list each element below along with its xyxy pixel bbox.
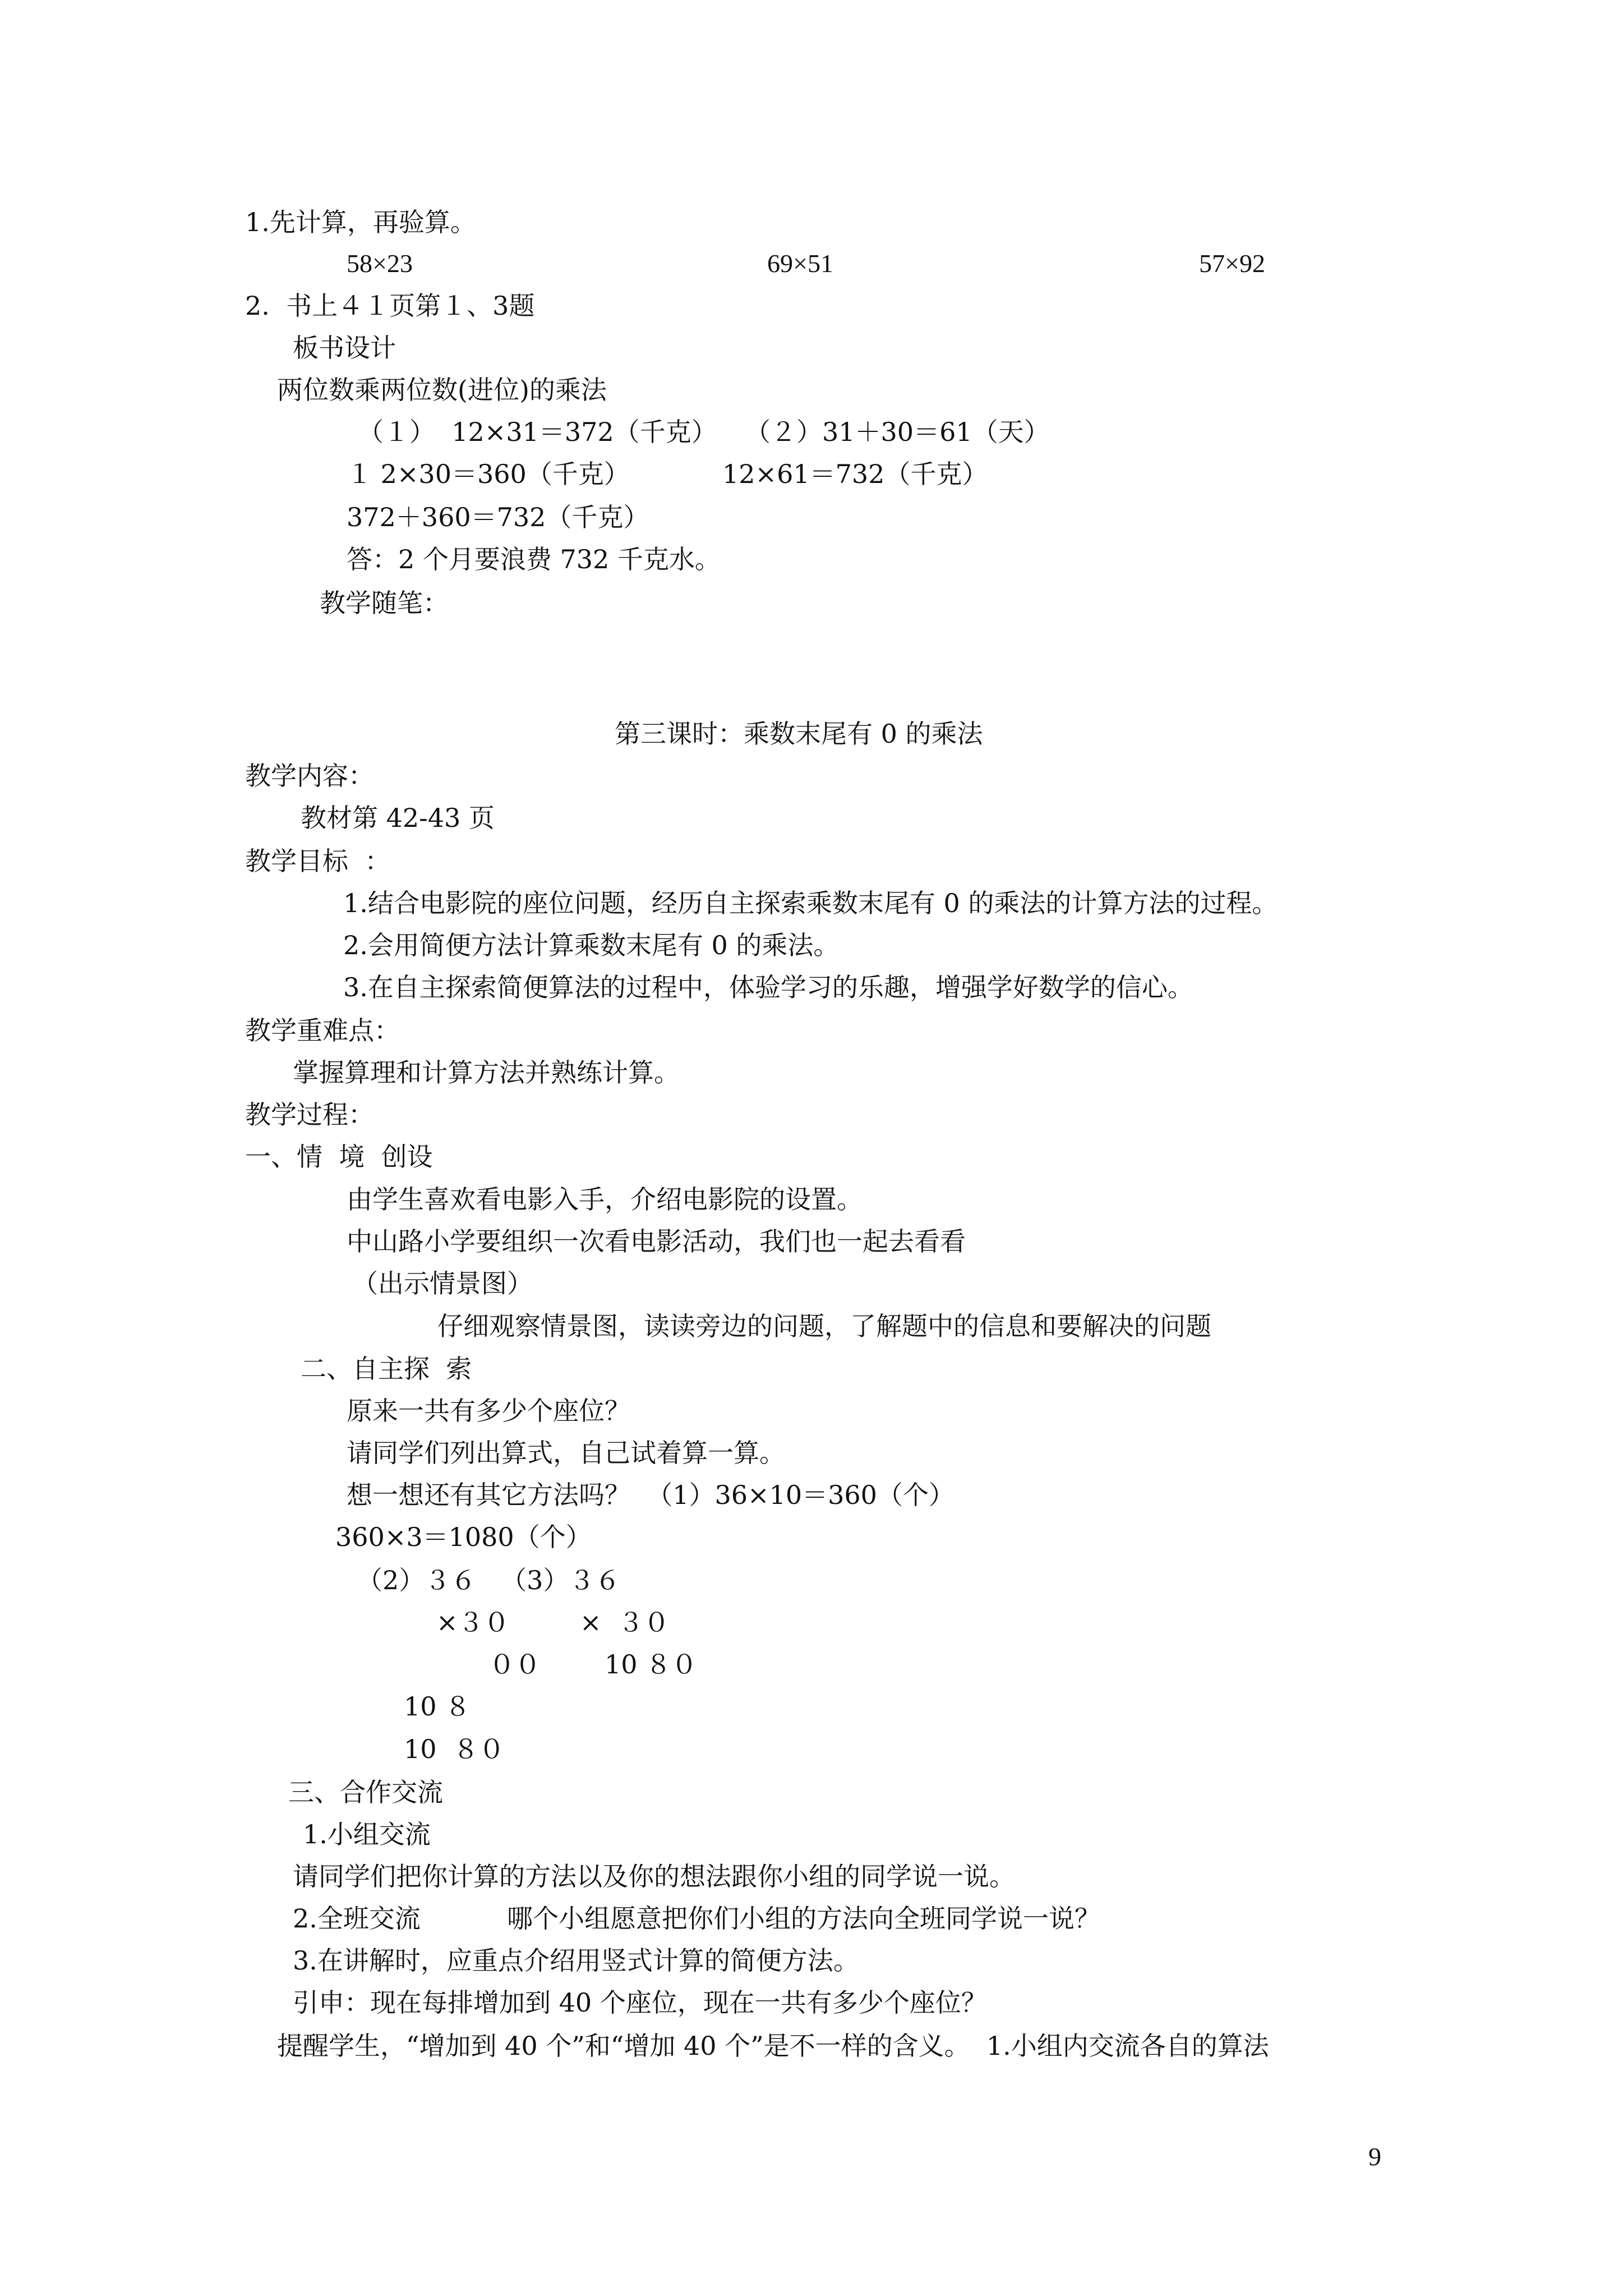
board-line-1b: （２）31＋30＝61（天） [745,417,1050,447]
section-3-heading: 三、合作交流 [288,1777,443,1807]
board-line-3: 372＋360＝732（千克） [347,502,649,532]
board-line-2b: 12×61＝732（千克） [722,459,988,489]
vertical-calc-partial-b: 10 ８ [404,1691,471,1722]
section-3-item-3: 3.在讲解时，应重点介绍用竖式计算的简便方法。 [293,1945,859,1976]
vertical-calc-mult-b: × ３０ [580,1607,670,1637]
section-2-heading: 二、自主探 索 [301,1354,472,1384]
vertical-calc-heads: （2）３６ （3）３６ [357,1565,621,1595]
vertical-calc-mult-a: ×３０ [436,1607,510,1637]
section-1-line-4: 仔细观察情景图，读读旁边的问题，了解题中的信息和要解决的问题 [437,1311,1211,1341]
board-title: 两位数乘两位数(进位)的乘法 [277,375,607,405]
key-points-heading: 教学重难点： [245,1015,400,1046]
section-2-line-4: 360×3＝1080（个） [335,1522,592,1552]
problem-b: 69×51 [767,249,833,278]
section-3-extension: 引申：现在每排增加到 40 个座位，现在一共有多少个座位？ [293,1987,987,2018]
section-3-reminder: 提醒学生，“增加到 40 个”和“增加 40 个”是不一样的含义。 1.小组内交流各自的算法 [277,2031,1269,2061]
board-line-2a: １ 2×30＝360（千克） [347,459,630,489]
section-1-line-3: （出示情景图） [352,1268,533,1299]
vertical-calc-result-a: 10 ８０ [404,1734,505,1764]
section-1-line-2: 中山路小学要组织一次看电影活动，我们也一起去看看 [347,1226,966,1257]
section-2-line-3: 想一想还有其它方法吗？ （1）36×10＝360（个） [347,1480,955,1510]
goals-heading: 教学目标 ： [245,846,391,876]
board-design-heading: 板书设计 [293,333,396,363]
key-points-text: 掌握算理和计算方法并熟练计算。 [293,1057,680,1088]
section-2-line-2: 请同学们列出算式，自己试着算一算。 [347,1438,785,1468]
section-3-item-1: 1.小组交流 [303,1819,431,1849]
vertical-calc-partial-a: ００ [489,1649,541,1680]
content-text: 教材第 42-43 页 [301,803,495,833]
lesson-title: 第三课时：乘数末尾有 0 的乘法 [615,719,983,749]
process-heading: 教学过程： [245,1099,374,1130]
section-3-item-2a: 2.全班交流 [293,1903,421,1934]
page-number: 9 [1368,2142,1381,2171]
exercise-1: 1.先计算，再验算。 [245,207,476,237]
exercise-2: 2. 书上４１页第１、3题 [245,291,535,321]
section-3-item-2b: 哪个小组愿意把你们小组的方法向全班同学说一说？ [507,1903,1100,1934]
vertical-calc-result-b: 10 ８０ [605,1649,698,1680]
goal-2: 2.会用简便方法计算乘数末尾有 0 的乘法。 [343,930,840,960]
section-2-line-1: 原来一共有多少个座位？ [347,1396,630,1426]
section-1-heading: 一、情 境 创设 [245,1142,433,1172]
board-line-1a: （１） 12×31＝372（千克） [358,417,717,447]
teaching-notes: 教学随笔： [320,588,449,618]
goal-3: 3.在自主探索简便算法的过程中，体验学习的乐趣，增强学好数学的信心。 [343,972,1193,1002]
content-heading: 教学内容： [245,761,374,791]
problem-a: 58×23 [347,249,413,278]
section-1-line-1: 由学生喜欢看电影入手，介绍电影院的设置。 [347,1184,863,1214]
board-answer: 答：2 个月要浪费 732 千克水。 [347,544,721,574]
goal-1: 1.结合电影院的座位问题，经历自主探索乘数末尾有 0 的乘法的计算方法的过程。 [343,888,1278,918]
problem-c: 57×92 [1199,249,1265,278]
section-3-line-1: 请同学们把你计算的方法以及你的想法跟你小组的同学说一说。 [293,1861,1015,1892]
